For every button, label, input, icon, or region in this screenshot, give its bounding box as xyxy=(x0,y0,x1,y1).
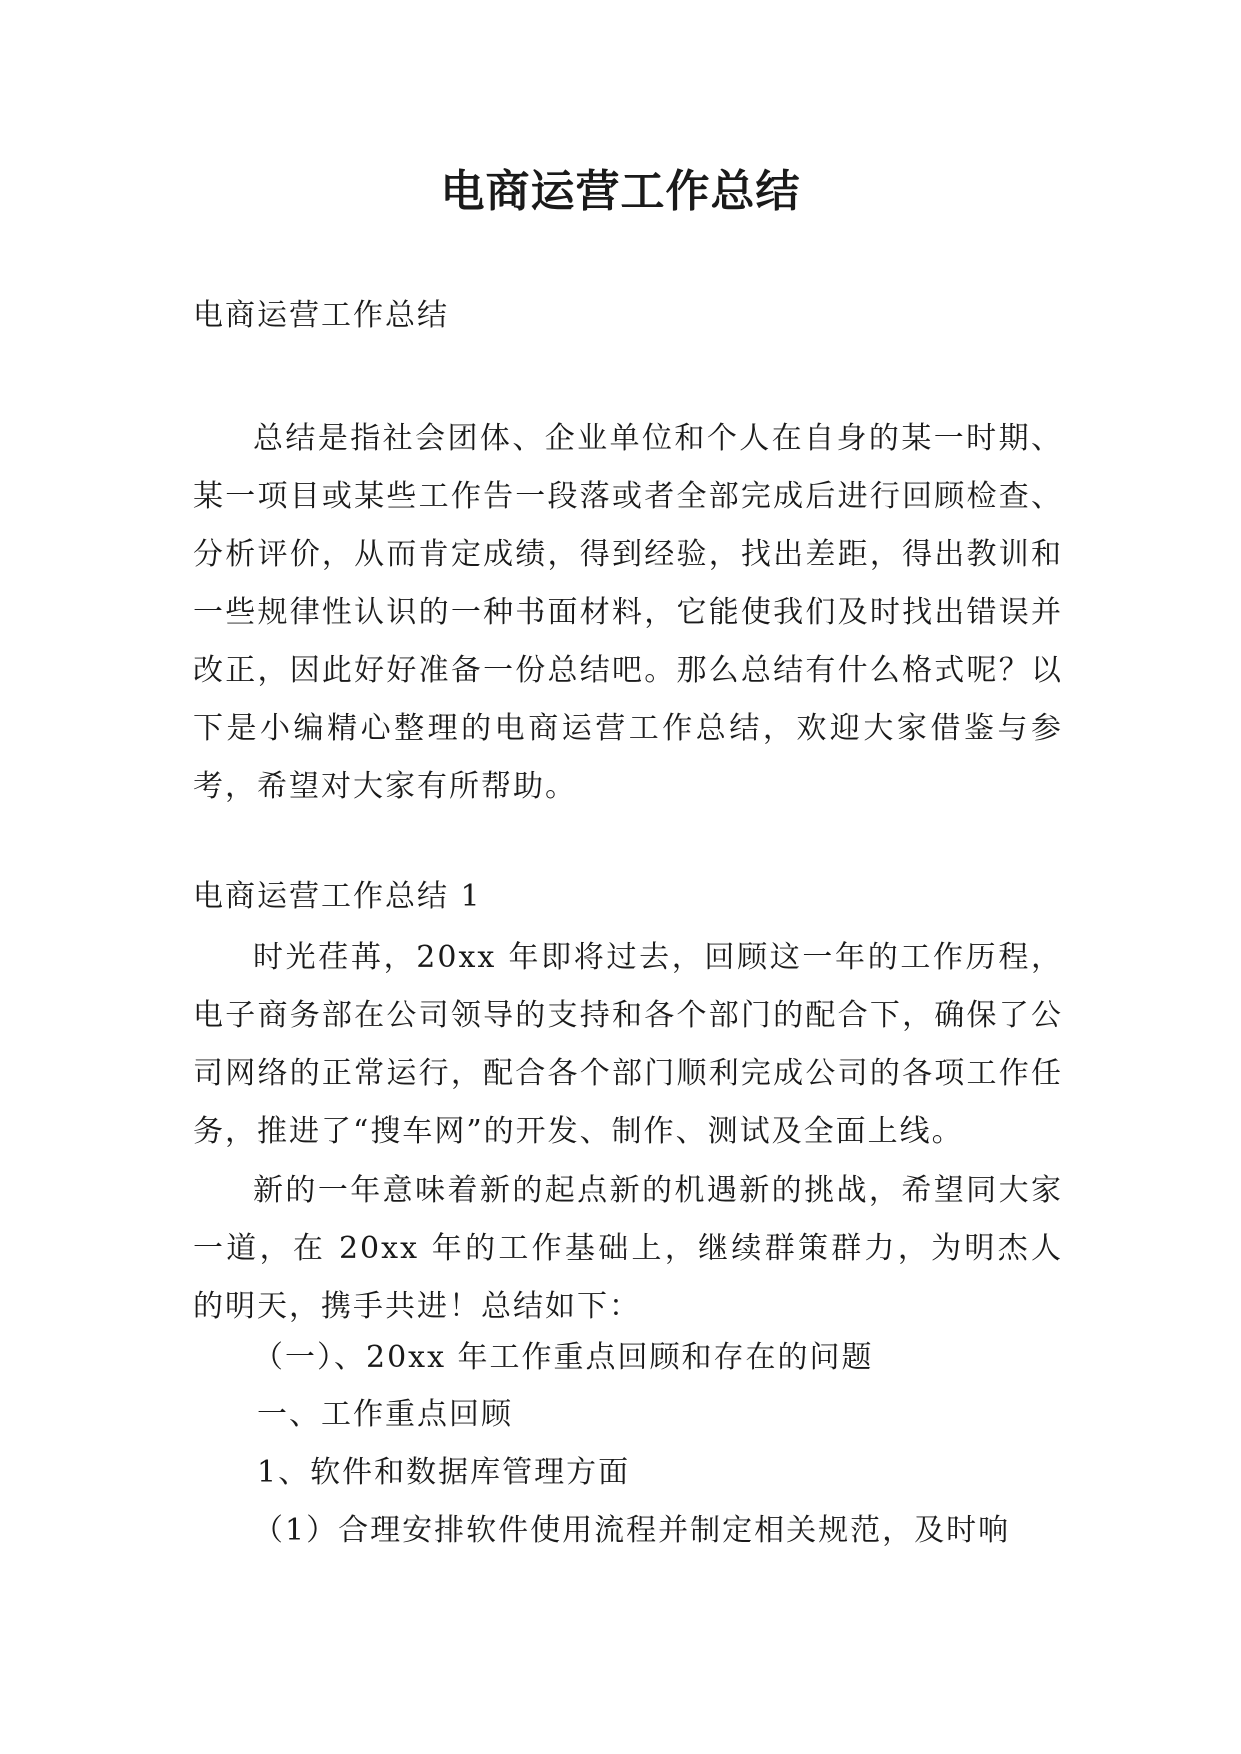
outline-heading: 一、工作重点回顾 xyxy=(257,1397,513,1432)
intro-paragraph: 总结是指社会团体、企业单位和个人在自身的某一时期、某一项目或某些工作告一段落或者全部完成后进行回顾检查、分析评价，从而肯定成绩，得到经验，找出差距，得出教训和一些规律性认识的一种书面材料，它能使我们及时找出错误并改正，因此好好准备一份总结吧。那么总结有什么格式呢？以下是小编精心整理的电商运营工作总结，欢迎大家借鉴与参考，希望对大家有所帮助。 xyxy=(193,421,1063,804)
outline-item: （1）合理安排软件使用流程并制定相关规范，及时响 xyxy=(253,1513,1011,1548)
document-subtitle: 电商运营工作总结 xyxy=(193,298,449,333)
outline-heading: （一）、20xx 年工作重点回顾和存在的问题 xyxy=(253,1340,874,1375)
document-title: 电商运营工作总结 xyxy=(440,166,801,217)
body-paragraph: 时光荏苒，20xx 年即将过去，回顾这一年的工作历程，电子商务部在公司领导的支持和各个部门的配合下，确保了公司网络的正常运行，配合各个部门顺利完成公司的各项工作任务，推进了“搜车网”的开发、制作、测试及全面上线。 xyxy=(193,940,1063,1149)
body-paragraph: 新的一年意味着新的起点新的机遇新的挑战，希望同大家一道，在 20xx 年的工作基础上，继续群策群力，为明杰人的明天，携手共进！总结如下： xyxy=(193,1173,1063,1324)
section-heading: 电商运营工作总结 1 xyxy=(193,879,482,914)
outline-subheading: 1、软件和数据库管理方面 xyxy=(257,1455,631,1490)
